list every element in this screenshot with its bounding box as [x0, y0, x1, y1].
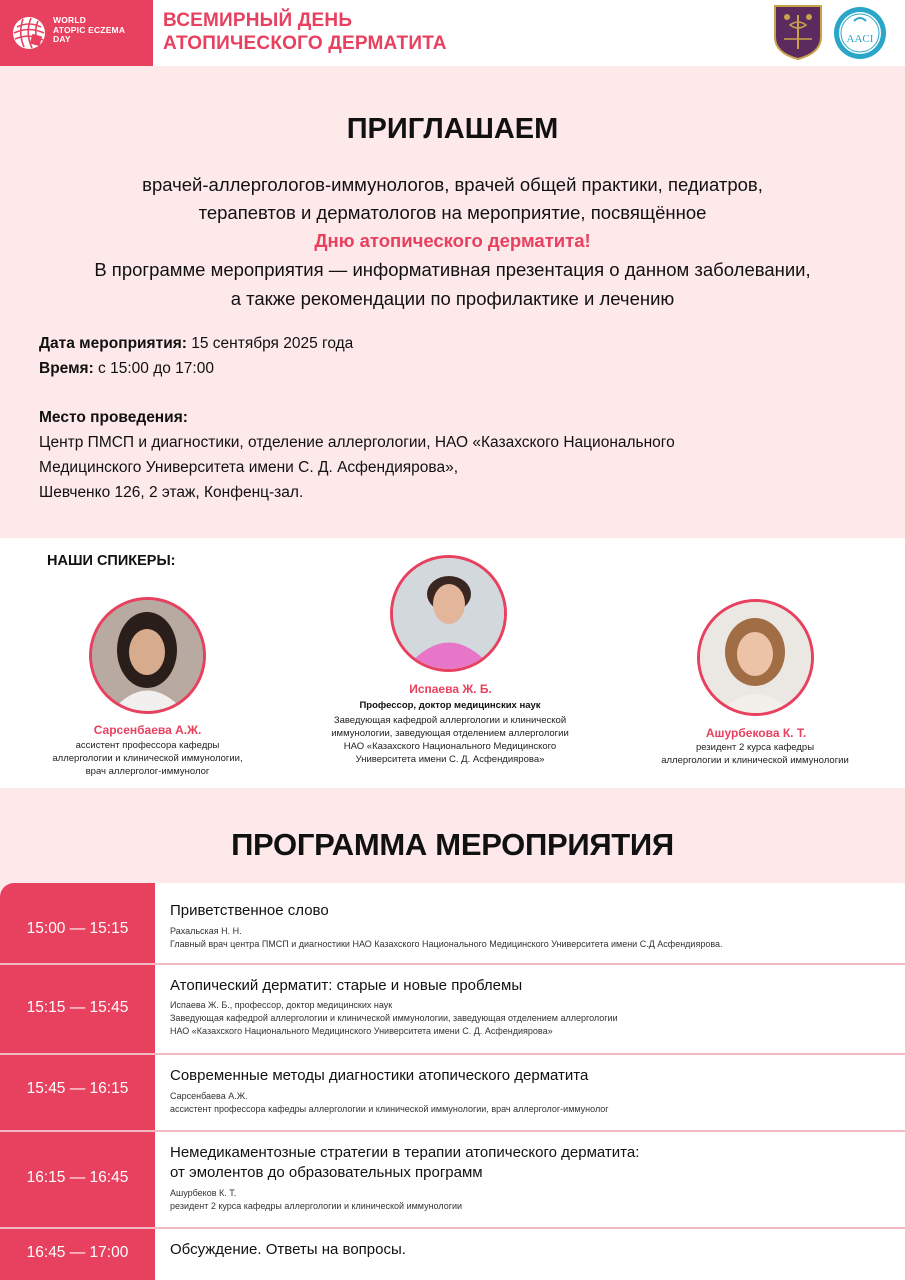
- program-time-3: 15:45 — 16:15: [26, 1080, 129, 1097]
- program-time-5: 16:45 — 17:00: [26, 1244, 129, 1261]
- date-label: Дата мероприятия:: [39, 335, 187, 352]
- speaker-avatar-3-icon: [700, 602, 811, 713]
- event-time: [39, 360, 214, 378]
- program-row-5: [0, 1229, 905, 1280]
- program-row-1: [0, 883, 905, 963]
- invitation-line-2: терапевтов и дерматологов на мероприятие, посвящённое: [198, 202, 707, 223]
- program-desc-2: Испаева Ж. Б., профессор, доктор медицинских наук Заведующая кафедрой аллергологии и клинической иммунологии, заведующая отделением аллергологии НАО «Казахского Национального Медицинского Университета имени С. Д. Асфендиярова»: [170, 1000, 618, 1036]
- speaker-photo-3: [697, 599, 814, 716]
- speakers-title: НАШИ СПИКЕРЫ:: [47, 553, 176, 569]
- university-crest-logo: [772, 3, 824, 61]
- program-time-4: 16:15 — 16:45: [26, 1169, 129, 1186]
- program-desc-4: Ашурбеков К. Т. резидент 2 курса кафедры аллергологии и клинической иммунологии: [170, 1188, 463, 1211]
- speaker-degree-2: Профессор, доктор медицинских наук: [359, 700, 541, 711]
- speaker-text-3: резидент 2 курса кафедры аллергологии и клинической иммунологии: [661, 742, 849, 766]
- invitation-line-3: В программе мероприятия — информативная презентация о данном заболевании,: [94, 259, 811, 280]
- time-label: Время:: [39, 360, 94, 377]
- program-row-2: [0, 965, 905, 1053]
- speaker-name-1: Сарсенбаева А.Ж.: [93, 723, 202, 737]
- event-date: [39, 335, 353, 353]
- aaci-logo-text: AACI: [846, 33, 874, 45]
- program-row-3: [0, 1055, 905, 1130]
- program-title-3: Современные методы диагностики атопического дерматита: [170, 1067, 589, 1084]
- time-value: с 15:00 до 17:00: [93, 360, 214, 377]
- speaker-photo-1: [89, 597, 206, 714]
- speaker-text-2: Заведующая кафедрой аллергологии и клинической иммунологии, заведующая отделением аллергологии НАО «Казахского Национального Медицинского Университета имени С. Д. Асфендиярова»: [331, 715, 569, 765]
- venue-line-1: Центр ПМСП и диагностики, отделение аллергологии, НАО «Казахского Национального: [39, 434, 675, 451]
- event-title: ВСЕМИРНЫЙ ДЕНЬ АТОПИЧЕСКОГО ДЕРМАТИТА: [163, 10, 447, 54]
- program-desc-3: Сарсенбаева А.Ж. ассистент профессора кафедры аллергологии и клинической иммунологии, врач аллерголог-иммунолог: [170, 1091, 609, 1114]
- speaker-name-3: Ашурбекова К. Т.: [705, 726, 807, 740]
- program-desc-1: Рахальская Н. Н. Главный врач центра ПМСП и диагностики НАО Казахского Национального Медицинского Университета имени С.Д Асфендиярова.: [170, 926, 723, 949]
- venue-label: Место проведения:: [39, 409, 188, 426]
- program-row-4: [0, 1132, 905, 1227]
- invitation-line-1: врачей-аллергологов-иммунологов, врачей общей практики, педиатров,: [142, 174, 763, 195]
- speaker-photo-2: [390, 555, 507, 672]
- speaker-avatar-1-icon: [92, 600, 203, 711]
- header: [0, 0, 905, 66]
- invitation-line-4: а также рекомендации по профилактике и лечению: [230, 288, 675, 309]
- invitation-heading: ПРИГЛАШАЕМ: [346, 113, 559, 145]
- speaker-text-1: ассистент профессора кафедры аллергологии и клинической иммунологии, врач аллерголог-иммунолог: [52, 740, 243, 777]
- program-heading: ПРОГРАММА МЕРОПРИЯТИЯ: [231, 827, 674, 862]
- program-title-2: Атопический дерматит: старые и новые проблемы: [170, 977, 523, 994]
- program-title-4: Немедикаментозные стратегии в терапии атопического дерматита: от эмолентов до образовательных программ: [170, 1144, 640, 1181]
- brand-block: [0, 0, 153, 66]
- speaker-avatar-2-icon: [393, 558, 504, 669]
- date-value: 15 сентября 2025 года: [186, 335, 354, 352]
- invitation-highlight: Дню атопического дерматита!: [314, 230, 591, 251]
- program-title-1: Приветственное слово: [170, 902, 329, 919]
- aaci-logo: [832, 5, 888, 61]
- program-time-1: 15:00 — 15:15: [26, 920, 129, 937]
- venue-line-3: Шевченко 126, 2 этаж, Конфенц-зал.: [39, 484, 304, 501]
- brand-text: WORLD ATOPIC ECZEMA DAY: [53, 15, 126, 44]
- program-time-2: 15:15 — 15:45: [26, 999, 129, 1016]
- program-title-5: Обсуждение. Ответы на вопросы.: [170, 1241, 406, 1258]
- venue-line-2: Медицинского Университета имени С. Д. Асфендиярова»,: [39, 459, 459, 476]
- speaker-name-2: Испаева Ж. Б.: [409, 682, 492, 696]
- globe-logo-icon: [11, 15, 47, 51]
